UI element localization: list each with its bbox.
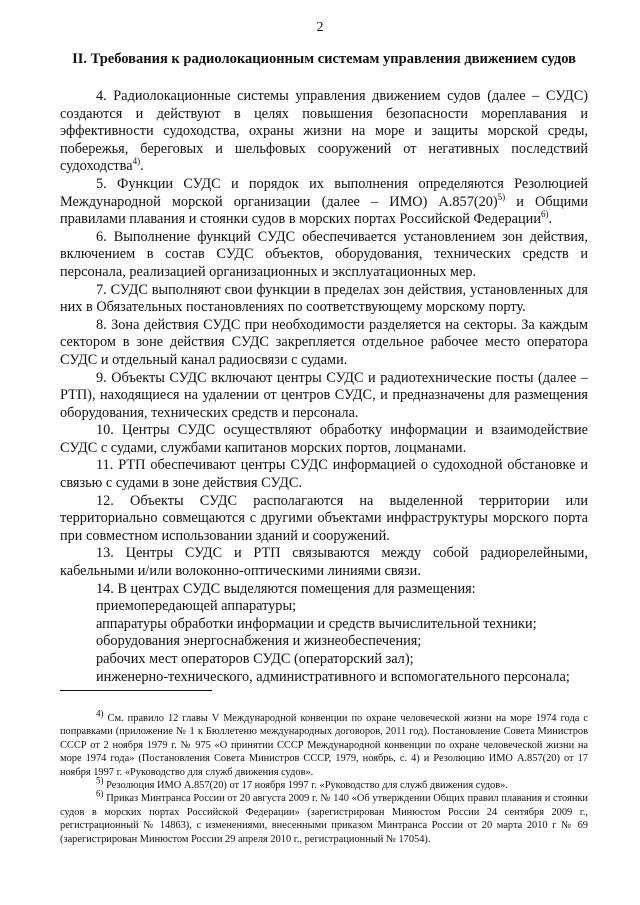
footnote-mark-5: 5) bbox=[96, 775, 104, 786]
paragraph-7: 7. СУДС выполняют свои функции в пределах зон действия, установленных для них в Обязательных постановлениях по соответствующему морскому порту. bbox=[60, 281, 588, 316]
footnotes bbox=[60, 708, 588, 846]
paragraph-5 bbox=[60, 176, 588, 229]
paragraph-5-tail: . bbox=[548, 211, 553, 228]
paragraph-9: 9. Объекты СУДС включают центры СУДС и радиотехнические посты (далее – РТП), находящиеся на удалении от центров СУДС, и предназначены для размещения оборудования, технических средств и персонала. bbox=[60, 369, 588, 421]
paragraph-5-text2: и Общими правилами плавания и стоянки судов в морских портах Российской Федерации bbox=[60, 193, 588, 228]
document-body bbox=[60, 88, 588, 686]
paragraph-4-tail: . bbox=[140, 158, 144, 175]
footnote-4 bbox=[60, 708, 588, 779]
list-item: аппаратуры обработки информации и средств вычислительной техники; bbox=[96, 615, 537, 632]
paragraph-4-text: 4. Радиолокационные системы управления движением судов (далее – СУДС) создаются и действуют в целях повышения безопасности мореплавания и эффективности судоходства, охраны жизни на море и защиты морской среды, побережья, береговых и шельфовых сооружений от негативных последствий судоходства bbox=[60, 88, 588, 175]
paragraph-10: 10. Центры СУДС осуществляют обработку информации и взаимодействие СУДС с судами, службами капитанов морских портов, лоцманами. bbox=[60, 422, 588, 456]
footnote-5-text: Резолюция ИМО А.857(20) от 17 ноября 1997 г. «Руководство для служб движения судов». bbox=[103, 780, 508, 792]
paragraph-13: 13. Центры СУДС и РТП связываются между собой радиорелейными, кабельными и/или волоконно-оптическими линиями связи. bbox=[60, 545, 588, 580]
paragraph-12: 12. Объекты СУДС располагаются на выделенной территории или территориально совмещаются с другими объектами инфраструктуры морского порта при совместном использовании зданий и сооружений. bbox=[60, 492, 588, 544]
footnote-ref-6: 6) bbox=[540, 209, 549, 220]
footnote-mark-4: 4) bbox=[96, 708, 104, 719]
list-item: рабочих мест операторов СУДС (операторский зал); bbox=[96, 651, 414, 667]
footnote-6-text: Приказ Минтранса России от 20 августа 2009 г. № 140 «Об утверждении Общих правил плавания и стоянки судов в морских портах Российской Федерации» (зарегистрирован Минюстом России 24 сентября 2009 г., регистрационный № 14863), с изменениями, внесенными приказом Минтранса России от 20 марта 2010 г № 69 (зарегистрирован Минюстом России 29 апреля 2010 г., регистрационный № 17054). bbox=[60, 793, 588, 845]
paragraph-11: 11. РТП обеспечивают центры СУДС информацией о судоходной обстановке и связью с судами в зоне действия СУДС. bbox=[60, 457, 588, 492]
page-number: 2 bbox=[316, 20, 324, 35]
paragraph-6: 6. Выполнение функций СУДС обеспечивается установлением зон действия, включением в состав СУДС объектов, оборудования, технических средств и персонала, реализацией организационных и эксплуатационных мер. bbox=[60, 228, 588, 280]
footnote-ref-5: 5) bbox=[497, 191, 506, 202]
footnote-5 bbox=[60, 775, 588, 792]
footnote-mark-6: 6) bbox=[96, 788, 104, 799]
footnote-6 bbox=[60, 788, 588, 846]
paragraph-8: 8. Зона действия СУДС при необходимости разделяется на секторы. За каждым сектором в зоне действия СУДС закрепляется отдельное рабочее место оператора СУДС и отдельный канал радиосвязи с судами. bbox=[60, 316, 588, 368]
list-item: инженерно-технического, административного и вспомогательного персонала; bbox=[96, 668, 570, 685]
paragraph-5-text: 5. Функции СУДС и порядок их выполнения определяются Резолюцией Международной морской организации (далее – ИМО) А.857(20) bbox=[60, 175, 588, 210]
footnote-4-text: См. правило 12 главы V Международной конвенции по охране человеческой жизни на море 1974 года с поправками (приложение № 1 к Бюллетеню международных договоров, 2011 год). Постановление Совета Министров СССР от 2 ноября 1979 г. № 975 «О принятии СССР Международной конвенции по охране человеческой жизни на море 1974 года» (Постановления Совета Министров СССР, 1979, ноябрь, с. 4) и Резолюцию ИМО А.857(20) от 17 ноября 1997 г. «Руководство для служб движения судов». bbox=[60, 713, 588, 778]
list-item: приемопередающей аппаратуры; bbox=[96, 598, 297, 615]
footnote-ref-4: 4) bbox=[132, 156, 141, 167]
paragraph-4 bbox=[60, 88, 588, 176]
paragraph-14: 14. В центрах СУДС выделяются помещения для размещения: bbox=[96, 580, 476, 597]
footnote-separator bbox=[60, 690, 212, 691]
list-item: оборудования энергоснабжения и жизнеобеспечения; bbox=[96, 633, 422, 650]
section-heading: II. Требования к радиолокационным системам управления движением судов bbox=[72, 51, 576, 67]
